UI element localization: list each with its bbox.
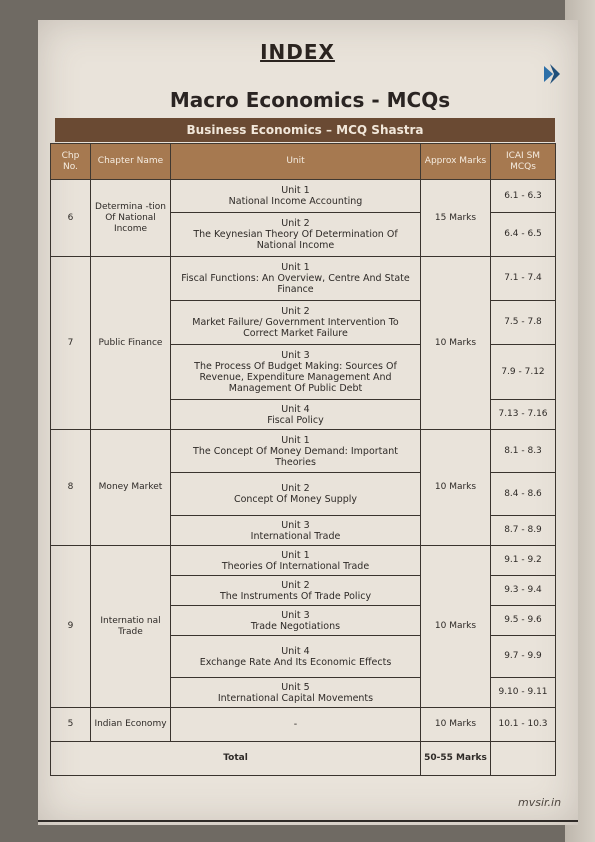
chapter-number: 5: [51, 708, 91, 742]
total-row: [51, 742, 556, 776]
mcq-range: 8.7 - 8.9: [491, 516, 556, 546]
index-title: INDEX: [260, 40, 335, 64]
mcq-range: 7.1 - 7.4: [491, 257, 556, 301]
unit-title: Fiscal Functions: An Overview, Centre And State Finance: [181, 273, 410, 295]
approx-marks: 10 Marks: [421, 430, 491, 546]
unit-title: -: [293, 719, 298, 730]
table-row: [51, 257, 556, 301]
unit-title: The Instruments Of Trade Policy: [219, 590, 372, 602]
unit-number: Unit 3: [281, 609, 310, 621]
unit-number: Unit 1: [281, 549, 310, 561]
unit-cell: [171, 213, 421, 257]
unit-number: Unit 1: [281, 434, 310, 446]
mcq-range: 6.4 - 6.5: [491, 213, 556, 257]
column-header-icai-mcqs: ICAI SM MCQs: [491, 144, 556, 180]
mcq-range: 8.4 - 8.6: [491, 473, 556, 516]
unit-number: Unit 5: [281, 681, 310, 693]
unit-title: Exchange Rate And Its Economic Effects: [199, 656, 392, 668]
approx-marks: 10 Marks: [421, 257, 491, 430]
unit-title: Trade Negotiations: [250, 620, 341, 632]
table-banner: Business Economics – MCQ Shastra: [55, 118, 555, 142]
unit-title: National Income Accounting: [228, 196, 363, 207]
table-body: [51, 180, 556, 776]
unit-cell: [171, 636, 421, 678]
unit-cell: [171, 400, 421, 430]
table-row: [51, 708, 556, 742]
unit-cell: [171, 180, 421, 213]
unit-title: Fiscal Policy: [267, 414, 324, 426]
unit-cell: [171, 473, 421, 516]
chapter-name: Internatio nal Trade: [91, 546, 171, 708]
unit-title: The Keynesian Theory Of Determination Of National Income: [193, 229, 398, 251]
column-header-chapter-name: Chapter Name: [91, 144, 171, 180]
mcq-range: 9.1 - 9.2: [491, 546, 556, 576]
unit-number: Unit 2: [281, 218, 310, 229]
mcq-range: 10.1 - 10.3: [491, 708, 556, 742]
unit-cell: [171, 345, 421, 400]
unit-cell: [171, 430, 421, 473]
table-header-row: [51, 144, 556, 180]
unit-cell: [171, 546, 421, 576]
unit-title: The Process Of Budget Making: Sources Of Revenue, Expenditure Management And Management Of Public Debt: [194, 361, 397, 394]
page-bottom-rule: [38, 820, 578, 822]
chapter-name: Money Market: [91, 430, 171, 546]
unit-number: Unit 1: [281, 185, 310, 196]
table-row: [51, 180, 556, 213]
approx-marks: 15 Marks: [421, 180, 491, 257]
approx-marks: 10 Marks: [421, 708, 491, 742]
unit-title: The Concept Of Money Demand: Important Theories: [193, 445, 398, 468]
unit-cell: [171, 576, 421, 606]
unit-cell: [171, 516, 421, 546]
total-marks: 50-55 Marks: [421, 742, 491, 776]
unit-number: Unit 2: [281, 483, 310, 494]
chapter-number: 6: [51, 180, 91, 257]
unit-number: Unit 2: [281, 306, 310, 317]
unit-cell: [171, 606, 421, 636]
unit-title: International Trade: [250, 530, 341, 542]
mcq-range: 9.7 - 9.9: [491, 636, 556, 678]
unit-number: Unit 4: [281, 645, 310, 657]
mcq-range: 7.5 - 7.8: [491, 301, 556, 345]
unit-number: Unit 4: [281, 403, 310, 415]
chapter-name: Public Finance: [91, 257, 171, 430]
mcq-range: 6.1 - 6.3: [491, 180, 556, 213]
publisher-logo-icon: [544, 64, 560, 84]
mcq-range: 9.5 - 9.6: [491, 606, 556, 636]
unit-cell: [171, 678, 421, 708]
mcq-range: 8.1 - 8.3: [491, 430, 556, 473]
column-header-approx-marks: Approx Marks: [421, 144, 491, 180]
chapter-name: Determina -tion Of National Income: [91, 180, 171, 257]
chapter-number: 7: [51, 257, 91, 430]
table-row: [51, 546, 556, 576]
main-title: Macro Economics - MCQs: [169, 88, 451, 112]
mcq-range: 7.13 - 7.16: [491, 400, 556, 430]
unit-number: Unit 1: [281, 262, 310, 273]
column-header-unit: Unit: [171, 144, 421, 180]
unit-cell: [171, 301, 421, 345]
unit-title: Market Failure/ Government Intervention To Correct Market Failure: [192, 317, 399, 339]
unit-title: International Capital Movements: [217, 692, 374, 704]
empty-cell: [491, 742, 556, 776]
mcq-range: 7.9 - 7.12: [491, 345, 556, 400]
unit-cell: [171, 708, 421, 742]
chapter-name: Indian Economy: [91, 708, 171, 742]
unit-number: Unit 3: [281, 350, 310, 361]
mcq-range: 9.3 - 9.4: [491, 576, 556, 606]
column-header-chp: Chp No.: [51, 144, 91, 180]
chapter-number: 8: [51, 430, 91, 546]
unit-title: Concept Of Money Supply: [233, 494, 358, 505]
mcq-range: 9.10 - 9.11: [491, 678, 556, 708]
approx-marks: 10 Marks: [421, 546, 491, 708]
unit-cell: [171, 257, 421, 301]
unit-title: Theories Of International Trade: [221, 560, 370, 572]
index-table: [50, 143, 556, 776]
unit-number: Unit 3: [281, 519, 310, 531]
website-signature: mvsir.in: [518, 796, 562, 809]
chapter-number: 9: [51, 546, 91, 708]
unit-number: Unit 2: [281, 579, 310, 591]
total-label: Total: [51, 742, 421, 776]
table-row: [51, 430, 556, 473]
